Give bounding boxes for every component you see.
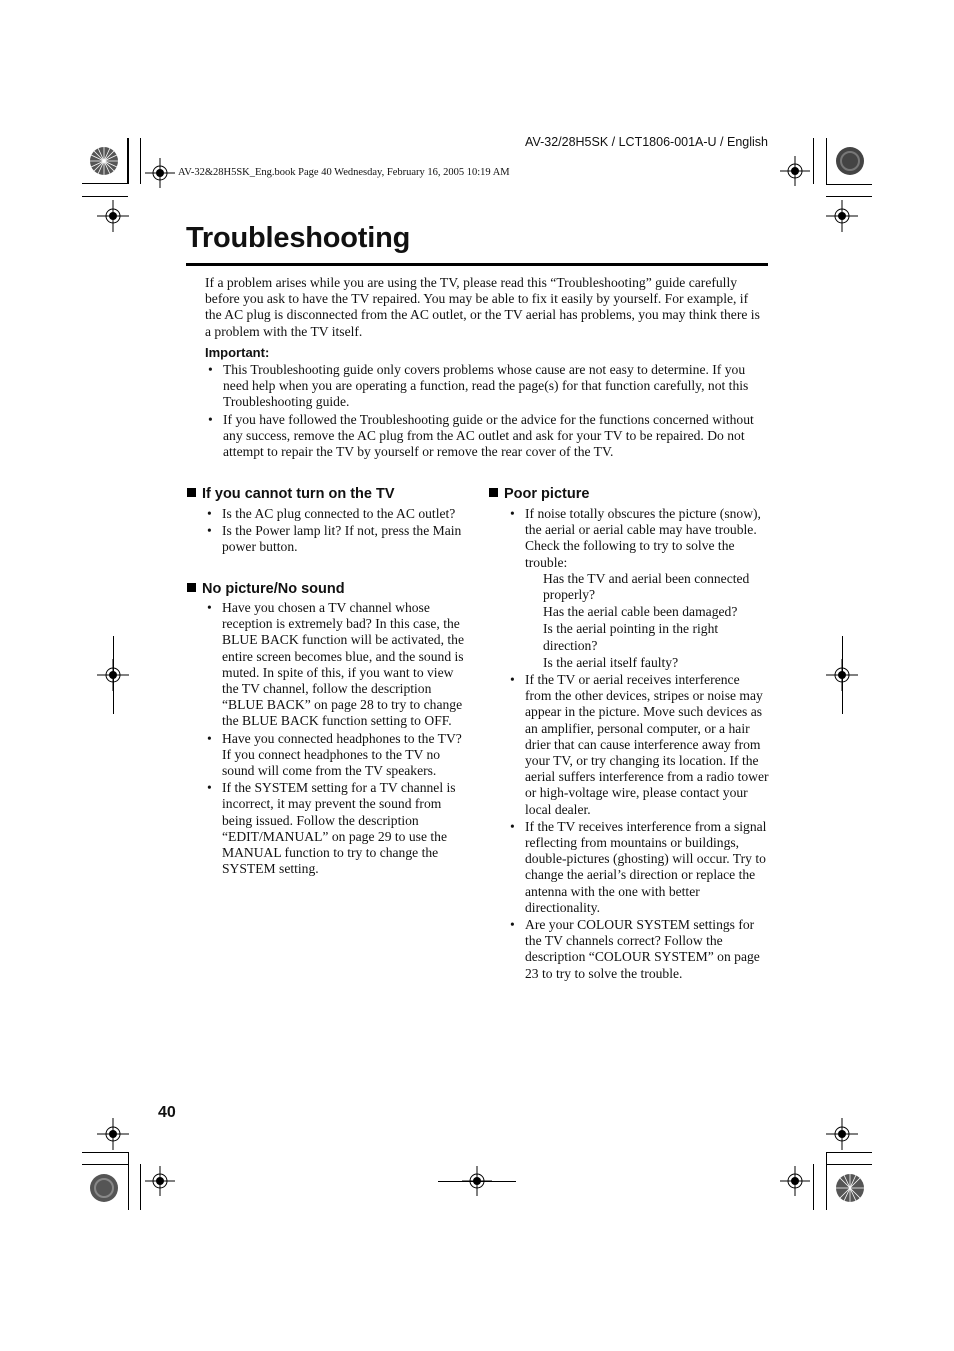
square-bullet-icon <box>187 583 196 592</box>
crop-line <box>113 636 114 714</box>
crop-line <box>128 1152 129 1210</box>
square-bullet-icon <box>187 488 196 497</box>
crop-line <box>813 1164 814 1210</box>
crop-line <box>826 1152 827 1210</box>
book-info-line: AV-32&28H5SK_Eng.book Page 40 Wednesday, February 16, 2005 10:19 AM <box>178 167 510 178</box>
registration-wheel-icon <box>88 145 120 177</box>
crop-line <box>826 1152 872 1153</box>
crosshair-icon <box>97 200 129 232</box>
crosshair-icon <box>145 158 175 188</box>
crosshair-icon <box>145 1166 175 1196</box>
list-item: • Is the AC plug connected to the AC outlet? <box>204 506 466 522</box>
important-list <box>205 362 768 461</box>
no-picture-list <box>204 600 466 878</box>
crop-line <box>82 196 128 197</box>
heading-text: Poor picture <box>504 486 590 502</box>
poor-picture-list <box>507 506 769 983</box>
crosshair-icon <box>780 156 810 186</box>
crop-line <box>826 138 827 184</box>
important-label: Important: <box>205 345 270 360</box>
registration-wheel-icon <box>834 1172 866 1204</box>
heading-text: If you cannot turn on the TV <box>202 486 395 502</box>
page-title: Troubleshooting <box>186 222 411 254</box>
cannot-turn-on-list <box>204 506 466 557</box>
crop-line <box>813 138 814 184</box>
list-item: • Have you chosen a TV channel whose reception is extremely bad? In this case, the BLUE BACK function will be activated, the entire screen becomes blue, and the sound is muted. In spite of this, if you want to view the TV channel, follow the description “BLUE BACK” on page 28 to try to change the BLUE BACK function setting to OFF. <box>204 600 466 730</box>
crop-line <box>438 1181 516 1182</box>
section-heading-poor-picture <box>489 486 589 502</box>
list-item: • Are your COLOUR SYSTEM settings for the TV channels correct? Follow the description “COLOUR SYSTEM” on page 23 to try to solve the trouble. <box>507 917 769 982</box>
crop-line <box>826 196 872 197</box>
crosshair-icon <box>826 200 858 232</box>
list-item: • If the SYSTEM setting for a TV channel is incorrect, it may prevent the sound from being issued. Follow the description “EDIT/MANUAL” on page 29 to use the MANUAL function to try to change the SYSTEM setting. <box>204 780 466 877</box>
list-item: • If the TV or aerial receives interference from the other devices, stripes or noise may appear in the picture. Move such devices as an amplifier, personal computer, or a hair drier that can cause interference away from your TV, or try changing its location. If the aerial suffers interference from a radio tower or high-voltage wire, please contact your local dealer. <box>507 672 769 818</box>
document-code: AV-32/28H5SK / LCT1806-001A-U / English <box>525 135 768 149</box>
section-heading-no-picture <box>187 581 345 597</box>
check-item: Has the TV and aerial been connected properly? <box>543 570 750 603</box>
crop-line <box>140 1164 141 1210</box>
list-item: • If you have followed the Troubleshooting guide or the advice for the functions concerned without any success, remove the AC plug from the AC outlet and ask for your TV to be repaired. Do not attempt to repair the TV by yourself or remove the rear cover of the TV. <box>205 412 768 461</box>
square-bullet-icon <box>489 488 498 497</box>
heading-text: No picture/No sound <box>202 581 345 597</box>
list-item-text: If noise totally obscures the picture (snow), the aerial or aerial cable may have trouble. Check the following to try to solve the trouble: <box>525 506 761 570</box>
crop-line <box>82 1152 128 1153</box>
registration-wheel-icon <box>88 1172 120 1204</box>
registration-wheel-icon <box>834 145 866 177</box>
crosshair-icon <box>826 1118 858 1150</box>
check-item: Is the aerial pointing in the right direction? <box>543 621 719 653</box>
title-rule <box>186 263 768 266</box>
list-item: • This Troubleshooting guide only covers problems whose cause are not easy to determine. If you need help when you are operating a function, read the page(s) for that function carefully, not this Troubleshooting guide. <box>205 362 768 411</box>
list-item: • If the TV receives interference from a signal reflecting from mountains or buildings, double-pictures (ghosting) will occur. Try to change the aerial’s direction or replace the antenna with the one with better directionality. <box>507 819 769 916</box>
page-number: 40 <box>158 1104 176 1121</box>
check-item: Is the aerial itself faulty? <box>543 654 679 670</box>
crop-line <box>842 636 843 714</box>
crosshair-icon <box>97 1118 129 1150</box>
check-item: Has the aerial cable been damaged? <box>543 604 738 620</box>
crop-line <box>826 184 872 185</box>
list-item: • Is the Power lamp lit? If not, press the Main power button. <box>204 523 466 555</box>
crop-line <box>82 1164 128 1165</box>
section-heading-cannot-turn-on <box>187 486 395 502</box>
crosshair-icon <box>780 1166 810 1196</box>
intro-paragraph: If a problem arises while you are using the TV, please read this “Troubleshooting” guide carefully before you ask to have the TV repaired. You may be able to fix it easily by yourself. For example, if the AC plug is disconnected from the AC outlet, or the TV aerial has problems, you may think there is a problem with the TV itself. <box>205 275 760 339</box>
crop-line <box>826 1164 872 1165</box>
check-list <box>525 571 769 671</box>
list-item: • Have you connected headphones to the TV? If you connect headphones to the TV no sound will come from the TV speakers. <box>204 731 466 780</box>
list-item <box>507 506 769 671</box>
